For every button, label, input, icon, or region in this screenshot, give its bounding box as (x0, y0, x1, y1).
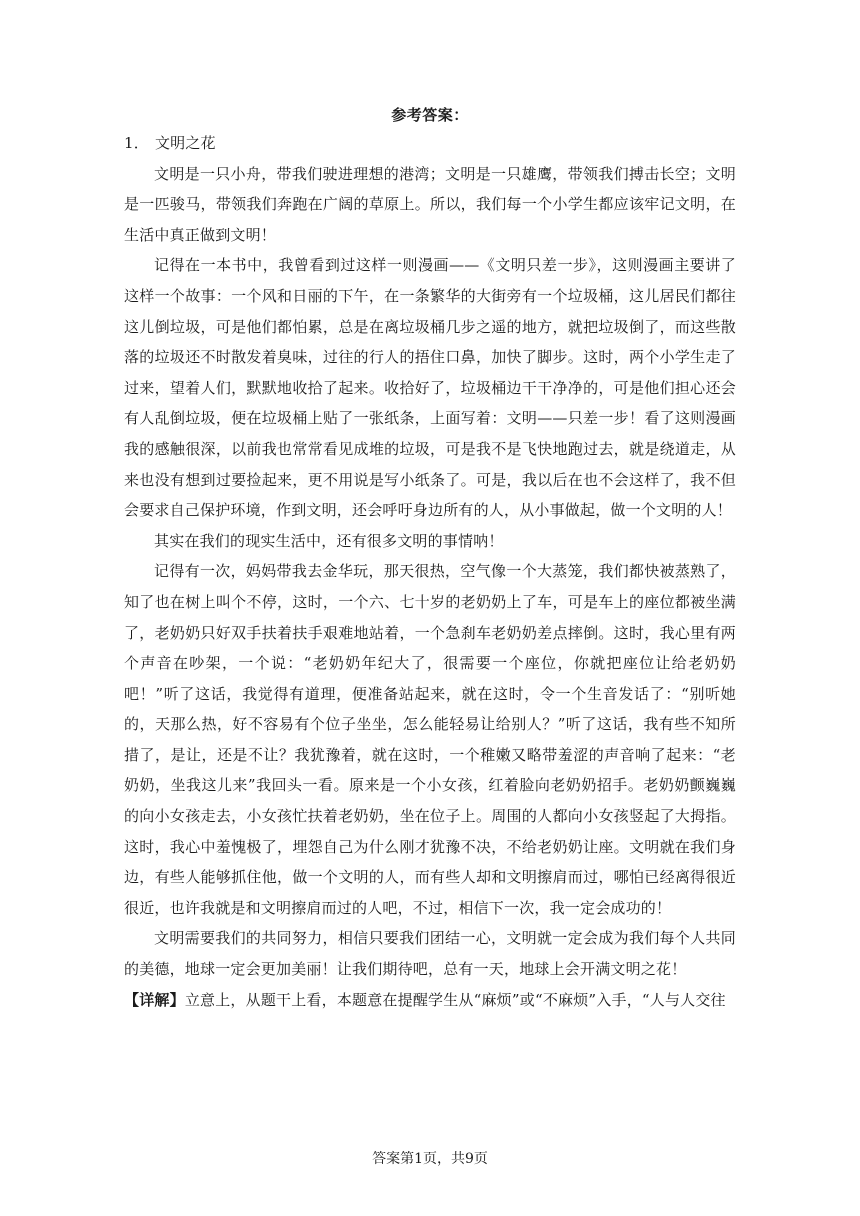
detail-explanation (124, 985, 736, 1016)
detail-label: 【详解】 (124, 990, 185, 1009)
answer-heading: 参考答案： (391, 106, 469, 124)
essay-paragraph-1: 文明是一只小舟，带我们驶进理想的港湾；文明是一只雄鹰，带领我们搏击长空；文明是一匹骏马，带领我们奔跑在广阔的草原上。所以，我们每一个小学生都应该牢记文明，在生活中真正做到文明！ (124, 164, 736, 244)
essay-paragraph-3: 其实在我们的现实生活中，还有很多文明的事情呐！ (154, 531, 504, 550)
item-title (124, 128, 736, 159)
essay-paragraph-5: 文明需要我们的共同努力，相信只要我们团结一心，文明就一定会成为我们每个人共同的美德，地球一定会更加美丽！让我们期待吧，总有一天，地球上会开满文明之花！ (124, 929, 736, 979)
essay-title: 文明之花 (154, 134, 216, 152)
answer-content (124, 128, 736, 1015)
essay-paragraph-4: 记得有一次，妈妈带我去金华玩，那天很热，空气像一个大蒸笼，我们都快被蒸熟了，知了也在树上叫个不停，这时，一个六、七十岁的老奶奶上了车，可是车上的座位都被坐满了，老奶奶只好双手扶着扶手艰难地站着，一个急刹车老奶奶差点摔倒。这时，我心里有两个声音在吵架，一个说：“老奶奶年纪大了，很需要一个座位，你就把座位让给老奶奶吧！”听了这话，我觉得有道理，便准备站起来，就在这时，令一个生音发话了：“别听她的，天那么热，好不容易有个位子坐坐，怎么能轻易让给别人？”听了这话，我有些不知所措了，是让，还是不让？我犹豫着，就在这时，一个稚嫩又略带羞涩的声音响了起来：“老奶奶，坐我这儿来”我回头一看。原来是一个小女孩，红着脸向老奶奶招手。老奶奶颤巍巍的向小女孩走去，小女孩忙扶着老奶奶，坐在位子上。周围的人都向小女孩竖起了大拇指。这时，我心中羞愧极了，埋怨自己为什么刚才犹豫不决，不给老奶奶让座。文明就在我们身边，有些人能够抓住他，做一个文明的人，而有些人却和文明擦肩而过，哪怕已经离得很近很近，也许我就是和文明擦肩而过的人吧，不过，相信下一次，我一定会成功的！ (124, 562, 736, 917)
essay-paragraph-2: 记得在一本书中，我曾看到过这样一则漫画——《文明只差一步》，这则漫画主要讲了这样一个故事：一个风和日丽的下午，在一条繁华的大街旁有一个垃圾桶，这儿居民们都往这儿倒垃圾，可是他们都怕累，总是在离垃圾桶几步之遥的地方，就把垃圾倒了，而这些散落的垃圾还不时散发着臭味，过往的行人的捂住口鼻，加快了脚步。这时，两个小学生走了过来，望着人们，默默地收拾了起来。收拾好了，垃圾桶边干干净净的，可是他们担心还会有人乱倒垃圾，便在垃圾桶上贴了一张纸条，上面写着：文明——只差一步！看了这则漫画我的感触很深，以前我也常常看见成堆的垃圾，可是我不是飞快地跑过去，就是绕道走，从来也没有想到过要捡起来，更不用说是写小纸条了。可是，我以后在也不会这样了，我不但会要求自己保护环境，作到文明，还会呼吁身边所有的人，从小事做起，做一个文明的人！ (124, 256, 736, 520)
detail-text: 立意上，从题干上看，本题意在提醒学生从“麻烦”或“不麻烦”入手，“人与人交往 (184, 990, 726, 1009)
page-footer: 答案第1页，共9页 (372, 1151, 488, 1167)
item-number: 1． (124, 134, 149, 152)
